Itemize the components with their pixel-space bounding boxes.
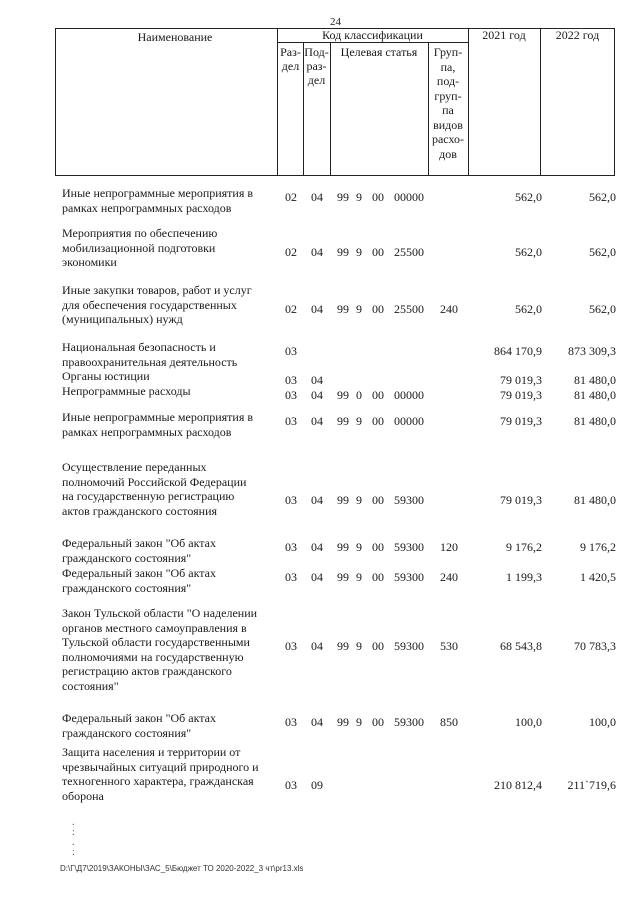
- cell-stat-1: 99: [337, 540, 349, 554]
- cell-stat-2: 9: [356, 190, 362, 204]
- cell-podrazdel: 04: [311, 244, 323, 259]
- cell-stat-3: 00: [372, 715, 384, 729]
- cell-stat-2: 9: [356, 639, 362, 653]
- cell-2022: 562,0: [589, 301, 616, 316]
- cell-razdel: 02: [285, 301, 297, 316]
- page-number: 24: [330, 16, 341, 28]
- cell-2022: 562,0: [589, 244, 616, 259]
- cell-stat-4: 25500: [394, 244, 424, 259]
- cell-stat-1: 99: [337, 570, 349, 584]
- cell-podrazdel: 04: [311, 414, 323, 428]
- row-name: Федеральный закон "Об актах гражданского состояния": [62, 711, 216, 740]
- cell-podrazdel: 09: [311, 778, 323, 792]
- cell-vid: 240: [440, 301, 458, 316]
- cell-stat-3: 00: [372, 414, 384, 428]
- header-name: Наименование: [137, 30, 213, 44]
- cell-podrazdel: 04: [311, 388, 323, 402]
- cell-2021: 562,0: [515, 190, 542, 204]
- cell-stat-1: 99: [337, 244, 349, 259]
- cell-razdel: 03: [285, 570, 297, 584]
- cell-2021: 864 170,9: [494, 344, 542, 358]
- cell-podrazdel: 04: [311, 190, 323, 204]
- cell-2022: 81 480,0: [574, 373, 616, 387]
- cell-podrazdel: 04: [311, 570, 323, 584]
- footer-path: D:\Г\Д7\2019\ЗАКОНЫ\ЗАС_5\Бюджет ТО 2020-2022_3 чт\pr13.xls: [60, 864, 304, 873]
- row-name: Иные непрограммные мероприятия в рамках непрограммных расходов: [62, 410, 254, 439]
- cell-stat-1: 99: [337, 190, 349, 204]
- row-name: Органы юстиции: [62, 369, 150, 383]
- cell-stat-3: 00: [372, 190, 384, 204]
- cell-2021: 79 019,3: [500, 493, 542, 507]
- cell-vid: 240: [440, 570, 458, 584]
- cell-2022: 9 176,2: [580, 540, 616, 554]
- cell-stat-3: 00: [372, 301, 384, 316]
- row-name: Федеральный закон "Об актах гражданского состояния": [62, 566, 216, 595]
- cell-2021: 79 019,3: [500, 388, 542, 402]
- cell-stat-3: 00: [372, 244, 384, 259]
- row-name: Закон Тульской области "О наделении органов местного самоуправления в Тульской области государственными полномочиями на государственную регистрацию актов гражданского состояния": [62, 606, 258, 693]
- cell-vid: 850: [440, 715, 458, 729]
- cell-stat-4: 59300: [394, 493, 424, 507]
- cell-2021: 210 812,4: [494, 778, 542, 792]
- cell-razdel: 03: [285, 493, 297, 507]
- table-header: [55, 28, 615, 176]
- cell-stat-2: 0: [356, 388, 362, 402]
- row-name: Защита населения и территории от чрезвычайных ситуаций природного и техногенного характера, гражданская оборона: [62, 745, 259, 803]
- cell-stat-3: 00: [372, 570, 384, 584]
- header-razdel: Раз- дел: [280, 45, 301, 73]
- cell-razdel: 03: [285, 414, 297, 428]
- row-name: Мероприятия по обеспечению мобилизационной подготовки экономики: [62, 226, 218, 269]
- cell-razdel: 02: [285, 190, 297, 204]
- cell-stat-2: 9: [356, 301, 362, 316]
- cell-2022: 562,0: [589, 190, 616, 204]
- cell-stat-1: 99: [337, 388, 349, 402]
- cell-stat-2: 9: [356, 414, 362, 428]
- cell-stat-3: 00: [372, 493, 384, 507]
- header-2022: 2022 год: [555, 28, 600, 42]
- cell-vid: 120: [440, 540, 458, 554]
- cell-stat-4: 25500: [394, 301, 424, 316]
- row-name: Федеральный закон "Об актах гражданского состояния": [62, 536, 216, 565]
- cell-2021: 79 019,3: [500, 414, 542, 428]
- header-code: Код классификации: [322, 28, 423, 42]
- header-podrazdel: Под- раз- дел: [304, 45, 329, 87]
- cell-vid: 530: [440, 639, 458, 653]
- cell-2022: 211`719,6: [567, 778, 616, 792]
- cell-stat-1: 99: [337, 639, 349, 653]
- cell-podrazdel: 04: [311, 540, 323, 554]
- cell-razdel: 02: [285, 244, 297, 259]
- cell-stat-4: 00000: [394, 190, 424, 204]
- cell-2021: 100,0: [515, 715, 542, 729]
- cell-2022: 81 480,0: [574, 388, 616, 402]
- cell-2022: 70 783,3: [574, 639, 616, 653]
- cell-stat-2: 9: [356, 715, 362, 729]
- cell-stat-4: 59300: [394, 540, 424, 554]
- row-name: Непрограммные расходы: [62, 384, 191, 398]
- cell-razdel: 03: [285, 344, 297, 358]
- cell-stat-1: 99: [337, 493, 349, 507]
- cell-2022: 1 420,5: [580, 570, 616, 584]
- header-2021: 2021 год: [482, 28, 526, 42]
- cell-podrazdel: 04: [311, 639, 323, 653]
- cell-stat-1: 99: [337, 414, 349, 428]
- row-name: Национальная безопасность и правоохранительная деятельность: [62, 340, 238, 369]
- cell-podrazdel: 04: [311, 493, 323, 507]
- cell-razdel: 03: [285, 540, 297, 554]
- cell-podrazdel: 04: [311, 301, 323, 316]
- cell-2022: 873 309,3: [568, 344, 616, 358]
- cell-stat-1: 99: [337, 301, 349, 316]
- cell-2022: 81 480,0: [574, 414, 616, 428]
- cell-2021: 562,0: [515, 244, 542, 259]
- cell-stat-4: 00000: [394, 414, 424, 428]
- header-vid: Груп- па, под- груп- па видов расхо- дов: [431, 45, 465, 161]
- cell-2021: 68 543,8: [500, 639, 542, 653]
- cell-2021: 562,0: [515, 301, 542, 316]
- cell-razdel: 03: [285, 388, 297, 402]
- row-name: Осуществление переданных полномочий Российской Федерации на государственную регистрацию актов гражданского состояния: [62, 460, 247, 518]
- cell-2021: 79 019,3: [500, 373, 542, 387]
- cell-razdel: 03: [285, 778, 297, 792]
- margin-marks: . : . :: [72, 817, 75, 858]
- header-stat: Целевая статья: [340, 45, 418, 59]
- cell-razdel: 03: [285, 373, 297, 387]
- cell-stat-2: 9: [356, 540, 362, 554]
- cell-stat-4: 59300: [394, 715, 424, 729]
- cell-2022: 100,0: [589, 715, 616, 729]
- cell-podrazdel: 04: [311, 715, 323, 729]
- cell-stat-4: 59300: [394, 570, 424, 584]
- row-name: Иные закупки товаров, работ и услуг для обеспечения государственных (муниципальных) нужд: [62, 283, 252, 326]
- cell-podrazdel: 04: [311, 373, 323, 387]
- cell-2021: 1 199,3: [506, 570, 542, 584]
- cell-stat-3: 00: [372, 388, 384, 402]
- cell-stat-1: 99: [337, 715, 349, 729]
- row-name: Иные непрограммные мероприятия в рамках непрограммных расходов: [62, 186, 254, 215]
- cell-2021: 9 176,2: [506, 540, 542, 554]
- cell-stat-2: 9: [356, 570, 362, 584]
- cell-razdel: 03: [285, 639, 297, 653]
- cell-stat-3: 00: [372, 540, 384, 554]
- cell-stat-4: 59300: [394, 639, 424, 653]
- cell-2022: 81 480,0: [574, 493, 616, 507]
- cell-stat-2: 9: [356, 493, 362, 507]
- cell-stat-3: 00: [372, 639, 384, 653]
- cell-stat-2: 9: [356, 244, 362, 259]
- cell-stat-4: 00000: [394, 388, 424, 402]
- cell-razdel: 03: [285, 715, 297, 729]
